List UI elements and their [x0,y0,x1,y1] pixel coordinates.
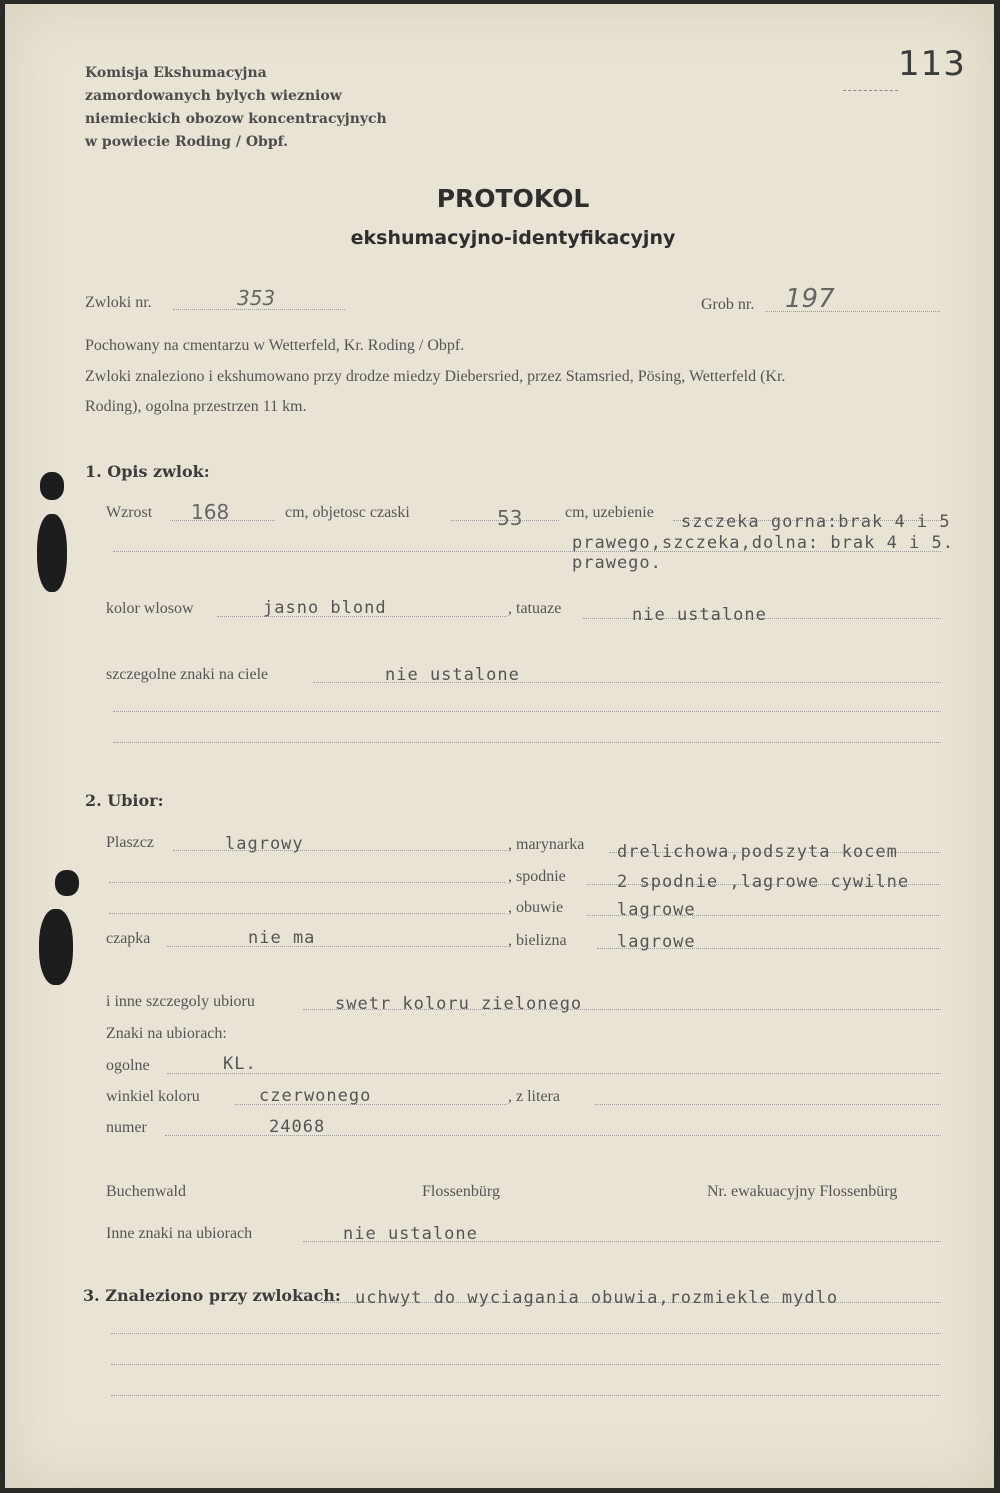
hair-color-label: kolor wlosow [106,600,194,617]
dotted-line [111,1364,941,1365]
section-heading-body-description: 1. Opis zwlok: [85,462,210,481]
jacket-value: drelichowa,podszyta kocem [617,842,898,862]
section-heading-items-found: 3. Znaleziono przy zwlokach: [83,1286,341,1305]
letter-label: , z litera [508,1088,560,1105]
found-text-line: Zwloki znaleziono i ekshumowano przy drodze miedzy Diebersried, przez Stamsried, Pösing, Wetterfeld (Kr. [85,368,786,385]
burial-text: Pochowany na cmentarzu w Wetterfeld, Kr. Roding / Obpf. [85,337,465,354]
tattoo-value: nie ustalone [632,605,767,625]
height-label: Wzrost [106,504,153,521]
dotted-line [113,742,941,743]
coat-label: Plaszcz [106,834,154,851]
trousers-label: , spodnie [508,868,566,885]
height-value: 168 [191,500,230,524]
cap-value: nie ma [248,928,316,948]
found-text-line: Roding), ogolna przestrzen 11 km. [85,398,307,415]
teeth-value-line: prawego. [572,553,662,573]
body-marks-label: szczegolne znaki na ciele [106,666,269,683]
teeth-label: cm, uzebienie [565,504,654,521]
flossenburg-label: Flossenbürg [422,1183,500,1200]
buchenwald-label: Buchenwald [106,1183,186,1200]
dotted-line [109,913,505,914]
jacket-label: , marynarka [508,836,585,853]
shoes-label: , obuwie [508,899,564,916]
general-marks-label: ogolne [106,1057,150,1074]
other-clothing-value: swetr koloru zielonego [335,994,583,1014]
hair-color-value: jasno blond [263,598,387,618]
commission-header [85,62,387,154]
coat-value: lagrowy [225,834,304,854]
other-clothing-marks-value: nie ustalone [343,1224,478,1244]
teeth-value-line: prawego,szczeka,dolna: brak 4 i 5. [572,533,954,553]
tattoo-label: , tatuaze [508,600,562,617]
header-line: Komisja Ekshumacyjna [85,65,267,81]
dotted-line [595,1104,941,1105]
other-clothing-label: i inne szczegoly ubioru [106,993,255,1010]
clothing-marks-label: Znaki na ubiorach: [106,1025,227,1042]
dotted-line [111,1395,941,1396]
shoes-value: lagrowe [617,900,696,920]
teeth-value-line: szczeka gorna:brak 4 i 5 [681,512,951,532]
header-line: zamordowanych bylych wiezniow [85,88,342,104]
prisoner-number-label: numer [106,1119,147,1136]
binder-hole-mark [55,870,79,896]
dotted-line [173,850,507,851]
dotted-line [111,1333,941,1334]
binder-hole-mark [39,909,73,985]
dotted-line [109,882,505,883]
dotted-line [167,946,507,947]
corpse-number-value: 353 [237,286,276,310]
grave-number-label: Grob nr. [701,296,755,313]
protocol-document [5,4,994,1488]
skull-volume-value: 53 [497,506,523,530]
body-marks-value: nie ustalone [385,665,520,685]
binder-hole-mark [40,472,64,500]
header-line: niemieckich obozow koncentracyjnych [85,111,387,127]
page-number-dashes [843,90,898,91]
general-marks-value: KL. [223,1054,257,1074]
dotted-line [167,1073,941,1074]
page-subtitle: ekshumacyjno-identyfikacyjny [350,227,676,249]
skull-volume-label: cm, objetosc czaski [285,504,410,521]
items-found-value: uchwyt do wyciagania obuwia,rozmiekle mydlo [355,1288,839,1308]
grave-number-value: 197 [785,284,835,314]
page-title: PROTOKOL [436,184,590,213]
dotted-line [113,711,941,712]
section-heading-clothing: 2. Ubior: [85,791,164,810]
underwear-value: lagrowe [617,932,696,952]
trousers-value: 2 spodnie ,lagrowe cywilne [617,872,910,892]
evacuation-number-label: Nr. ewakuacyjny Flossenbürg [707,1183,898,1200]
page-number: 113 [898,44,966,84]
binder-hole-mark [37,514,67,592]
prisoner-number-value: 24068 [269,1117,326,1137]
corpse-number-label: Zwloki nr. [85,294,152,311]
header-line: w powiecie Roding / Obpf. [85,134,289,150]
cap-label: czapka [106,930,151,947]
underwear-label: , bielizna [508,932,567,949]
other-clothing-marks-label: Inne znaki na ubiorach [106,1225,253,1242]
triangle-color-value: czerwonego [259,1086,372,1106]
triangle-color-label: winkiel koloru [106,1088,200,1105]
